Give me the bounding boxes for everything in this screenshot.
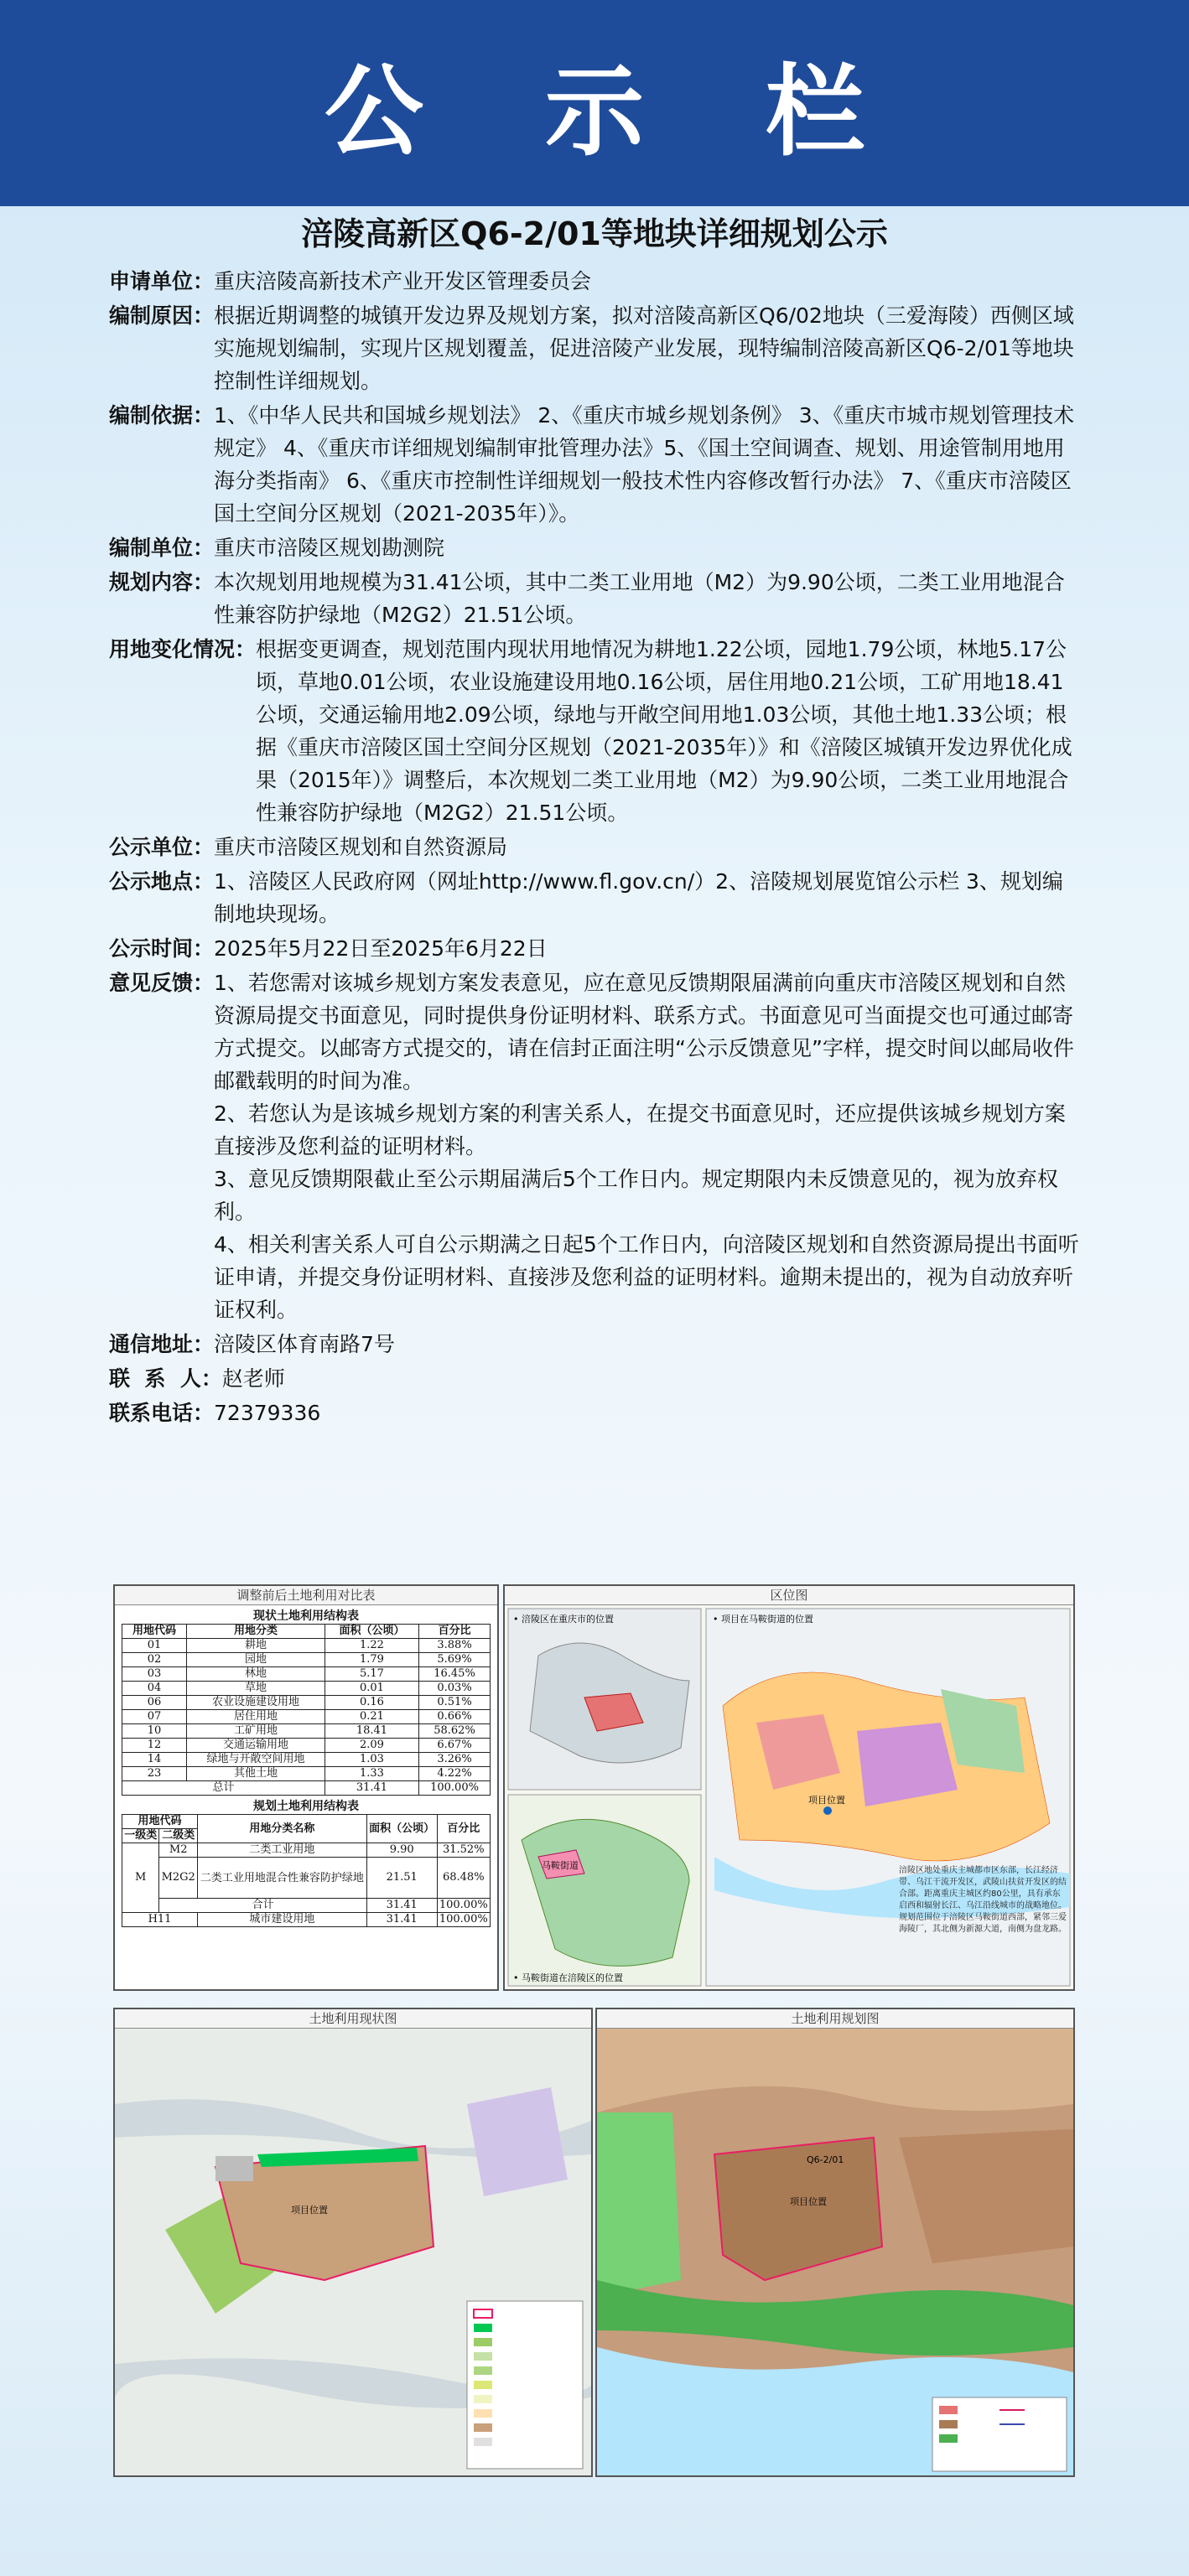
field-label: 规划内容： [109,570,215,594]
table-cell: 工矿用地 [187,1724,325,1739]
table-cell: 23 [122,1767,187,1781]
document-title: 涪陵高新区Q6-2/01等地块详细规划公示 [301,215,888,252]
table-header: 用地分类名称 [198,1815,367,1843]
table-row [122,1767,491,1781]
table-row [122,1913,491,1927]
table-row [122,1739,491,1753]
field-address [109,1328,1082,1361]
field-label: 编制原因： [109,303,215,328]
table-cell: 07 [122,1710,187,1724]
field-value: 72379336 [214,1401,321,1425]
table-row [122,1858,491,1899]
table-cell: 14 [122,1753,187,1767]
table-cell: 03 [122,1667,187,1682]
field-label: 公示时间： [109,936,215,961]
location-label-1: • 涪陵区在重庆市的位置 [513,1614,614,1625]
table-header: 面积（公顷） [366,1815,437,1843]
field-label: 用地变化情况： [109,637,257,661]
location-street-label: 马鞍街道 [542,1860,579,1871]
table-cell: 0.51% [419,1696,491,1710]
current-land-use-table [122,1624,491,1796]
figure-caption: 区位图 [505,1586,1073,1605]
table-cell: 02 [122,1653,187,1667]
feedback-item: 1、若您需对该城乡规划方案发表意见，应在意见反馈期限届满前向重庆市涪陵区规划和自然资源局提交书面意见，同时提供身份证明材料、联系方式。书面意见可当面提交也可通过邮寄方式提交。以邮寄方式提交的，请在信封正面注明“公示反馈意见”字样，提交时间以邮局收件邮戳载明的时间为准。 [214,971,1074,1093]
table-cell: 21.51 [366,1858,437,1899]
table-cell: 100.00% [437,1913,490,1927]
table-header: 百分比 [419,1625,491,1639]
field-label: 公示地点： [109,869,215,894]
field-value: 本次规划用地规模为31.41公顷，其中二类工业用地（M2）为9.90公顷，二类工业用地混合性兼容防护绿地（M2G2）21.51公顷。 [214,570,1065,627]
location-description: 涪陵区地处重庆主城都市区东部，长江经济带、乌江干流开发区，武陵山扶贫开发区的结合部。距离重庆主城区约80公里，具有承东启西和辐射长江、乌江沿线城市的战略地位。规划范围位于涪陵区马鞍街道西部，紧邻三爱海陵厂，其北侧为新源大道，南侧为盘龙路。 [899,1866,1067,1934]
location-map [505,1605,1073,1990]
table-header: 用地代码 [122,1815,198,1829]
table-cell: 0.21 [325,1710,418,1724]
table-cell: 16.45% [419,1667,491,1682]
table-cell: 100.00% [419,1781,491,1796]
table-cell: 居住用地 [187,1710,325,1724]
table-cell: M [122,1843,159,1913]
table-cell: H11 [122,1913,198,1927]
figure-caption: 调整前后土地利用对比表 [115,1586,497,1605]
field-feedback [109,967,1082,1326]
table-cell: 31.41 [325,1781,418,1796]
header-banner [0,0,1189,206]
figure-caption: 土地利用现状图 [115,2009,591,2029]
table-row [122,1710,491,1724]
table-cell: 城市建设用地 [198,1913,367,1927]
table-row [122,1653,491,1667]
field-period [109,932,1082,965]
table-cell: 1.33 [325,1767,418,1781]
project-location-label: 项目位置 [291,2205,328,2216]
notice-content [109,265,1082,1431]
table-cell: 绿地与开敞空间用地 [187,1753,325,1767]
table-cell: 草地 [187,1682,325,1696]
field-phone [109,1397,1082,1429]
table-cell: 总计 [122,1781,325,1796]
current-land-use-map [115,2029,591,2476]
table-cell: 31.41 [366,1899,437,1913]
table-cell: 68.48% [437,1858,490,1899]
table-cell: 5.69% [419,1653,491,1667]
field-applicant [109,265,1082,298]
table-row [122,1639,491,1653]
table-row [122,1682,491,1696]
table-row [122,1696,491,1710]
table-cell: 二类工业用地混合性兼容防护绿地 [198,1858,367,1899]
location-label-3: • 马鞍街道在涪陵区的位置 [513,1972,623,1983]
table-cell: 0.66% [419,1710,491,1724]
table-cell: 01 [122,1639,187,1653]
field-contact-person [109,1362,1082,1395]
field-label: 联系电话： [109,1401,215,1425]
land-use-table-figure [113,1584,499,1991]
table-cell: 5.17 [325,1667,418,1682]
table-cell: 1.03 [325,1753,418,1767]
plan-block-label: Q6-2/01 [807,2154,844,2165]
table-cell: 9.90 [366,1843,437,1858]
feedback-list [214,967,1082,1326]
table-cell: 林地 [187,1667,325,1682]
table-header: 一级类 [122,1829,159,1843]
table-cell: 0.03% [419,1682,491,1696]
table-cell: 2.09 [325,1739,418,1753]
feedback-item: 4、相关利害关系人可自公示期满之日起5个工作日内，向涪陵区规划和自然资源局提出书面听证申请，并提交身份证明材料、直接涉及您利益的证明材料。逾期未提出的，视为自动放弃听证权利。 [214,1232,1079,1322]
table-header: 百分比 [437,1815,490,1843]
table-cell: 耕地 [187,1639,325,1653]
field-value: 根据变更调查，规划范围内现状用地情况为耕地1.22公顷，园地1.79公顷，林地5.17公顷，草地0.01公顷，农业设施建设用地0.16公顷，居住用地0.21公顷，工矿用地18.41公顷，交通运输用地2.09公顷，绿地与开敞空间用地1.03公顷，其他土地1.33公顷；根据《重庆市涪陵区国土空间分区规划（2021-2035年）》和《涪陵区城镇开发边界优化成果（2015年）》调整后，本次规划二类工业用地（M2）为9.90公顷，二类工业用地混合性兼容防护绿地（M2G2）21.51公顷。 [256,637,1072,825]
table-cell: 二类工业用地 [198,1843,367,1858]
table-cell: 3.26% [419,1753,491,1767]
table-cell: M2 [159,1843,198,1858]
current-table-title: 现状土地利用结构表 [253,1609,359,1623]
field-label: 意见反馈： [109,971,215,995]
table-cell: M2G2 [159,1858,198,1899]
field-land-change [109,633,1082,829]
field-value: 涪陵区体育南路7号 [214,1332,395,1356]
field-value: 重庆市涪陵区规划勘测院 [214,536,445,560]
field-value: 2025年5月22日至2025年6月22日 [214,936,548,961]
table-cell: 交通运输用地 [187,1739,325,1753]
field-publisher [109,831,1082,863]
plan-table-title: 规划土地利用结构表 [253,1800,359,1813]
figure-caption: 土地利用规划图 [597,2009,1073,2029]
table-cell: 3.88% [419,1639,491,1653]
table-cell: 10 [122,1724,187,1739]
table-cell: 100.00% [437,1899,490,1913]
table-header: 二级类 [159,1829,198,1843]
table-cell: 31.41 [366,1913,437,1927]
table-total-row [122,1781,491,1796]
table-header: 面积（公顷） [325,1625,418,1639]
current-land-use-map-figure [113,2008,593,2477]
project-location-label: 项目位置 [790,2196,827,2207]
header-title: 公 示 栏 [324,54,909,169]
field-basis [109,399,1082,530]
table-cell: 12 [122,1739,187,1753]
project-location-label: 项目位置 [808,1795,845,1806]
field-compiler [109,531,1082,564]
table-cell: 0.16 [325,1696,418,1710]
field-value: 重庆涪陵高新技术产业开发区管理委员会 [214,269,592,293]
table-row [122,1724,491,1739]
field-value: 赵老师 [221,1366,285,1391]
field-value: 重庆市涪陵区规划和自然资源局 [214,835,508,859]
table-header: 用地分类 [187,1625,325,1639]
planned-land-use-map [597,2029,1073,2476]
table-cell: 18.41 [325,1724,418,1739]
field-value: 根据近期调整的城镇开发边界及规划方案，拟对涪陵高新区Q6/02地块（三爱海陵）西侧区域实施规划编制，实现片区规划覆盖，促进涪陵产业发展，现特编制涪陵高新区Q6-2/01等地块控制性详细规划。 [214,303,1074,393]
table-total-row [122,1899,491,1913]
planned-land-use-table [122,1814,491,1927]
field-label: 公示单位： [109,835,215,859]
table-cell: 6.67% [419,1739,491,1753]
field-value: 1、《中华人民共和国城乡规划法》 2、《重庆市城乡规划条例》 3、《重庆市城市规划管理技术规定》 4、《重庆市详细规划编制审批管理办法》5、《国土空间调查、规划、用途管制用地用海分类指南》 6、《重庆市控制性详细规划一般技术性内容修改暂行办法》 7、《重庆市涪陵区国土空间分区规划（2021-2035年）》。 [214,403,1075,526]
planned-land-use-map-figure [595,2008,1075,2477]
table-cell: 农业设施建设用地 [187,1696,325,1710]
field-label: 通信地址： [109,1332,215,1356]
feedback-item: 3、意见反馈期限截止至公示期届满后5个工作日内。规定期限内未反馈意见的，视为放弃权利。 [214,1167,1058,1224]
table-cell: 园地 [187,1653,325,1667]
location-label-2: • 项目在马鞍街道的位置 [713,1614,813,1625]
table-cell: 06 [122,1696,187,1710]
table-row [122,1667,491,1682]
table-cell: 31.52% [437,1843,490,1858]
field-value: 1、涪陵区人民政府网（网址http://www.fl.gov.cn/）2、涪陵规划展览馆公示栏 3、规划编制地块现场。 [214,869,1063,926]
table-cell: 0.01 [325,1682,418,1696]
table-cell: 4.22% [419,1767,491,1781]
table-row [122,1843,491,1858]
table-cell: 1.79 [325,1653,418,1667]
table-cell: 58.62% [419,1724,491,1739]
field-reason [109,299,1082,397]
table-cell: 其他土地 [187,1767,325,1781]
table-cell: 合计 [159,1899,366,1913]
table-cell: 1.22 [325,1639,418,1653]
field-plan-content [109,566,1082,631]
field-label: 编制单位： [109,536,215,560]
field-label: 编制依据： [109,403,215,428]
feedback-item: 2、若您认为是该城乡规划方案的利害关系人，在提交书面意见时，还应提供该城乡规划方案直接涉及您利益的证明材料。 [214,1101,1066,1158]
table-header: 用地代码 [122,1625,187,1639]
field-label: 联 系 人： [109,1366,222,1391]
table-cell: 04 [122,1682,187,1696]
table-row [122,1753,491,1767]
field-location [109,865,1082,930]
location-map-figure [503,1584,1075,1991]
field-label: 申请单位： [109,269,215,293]
